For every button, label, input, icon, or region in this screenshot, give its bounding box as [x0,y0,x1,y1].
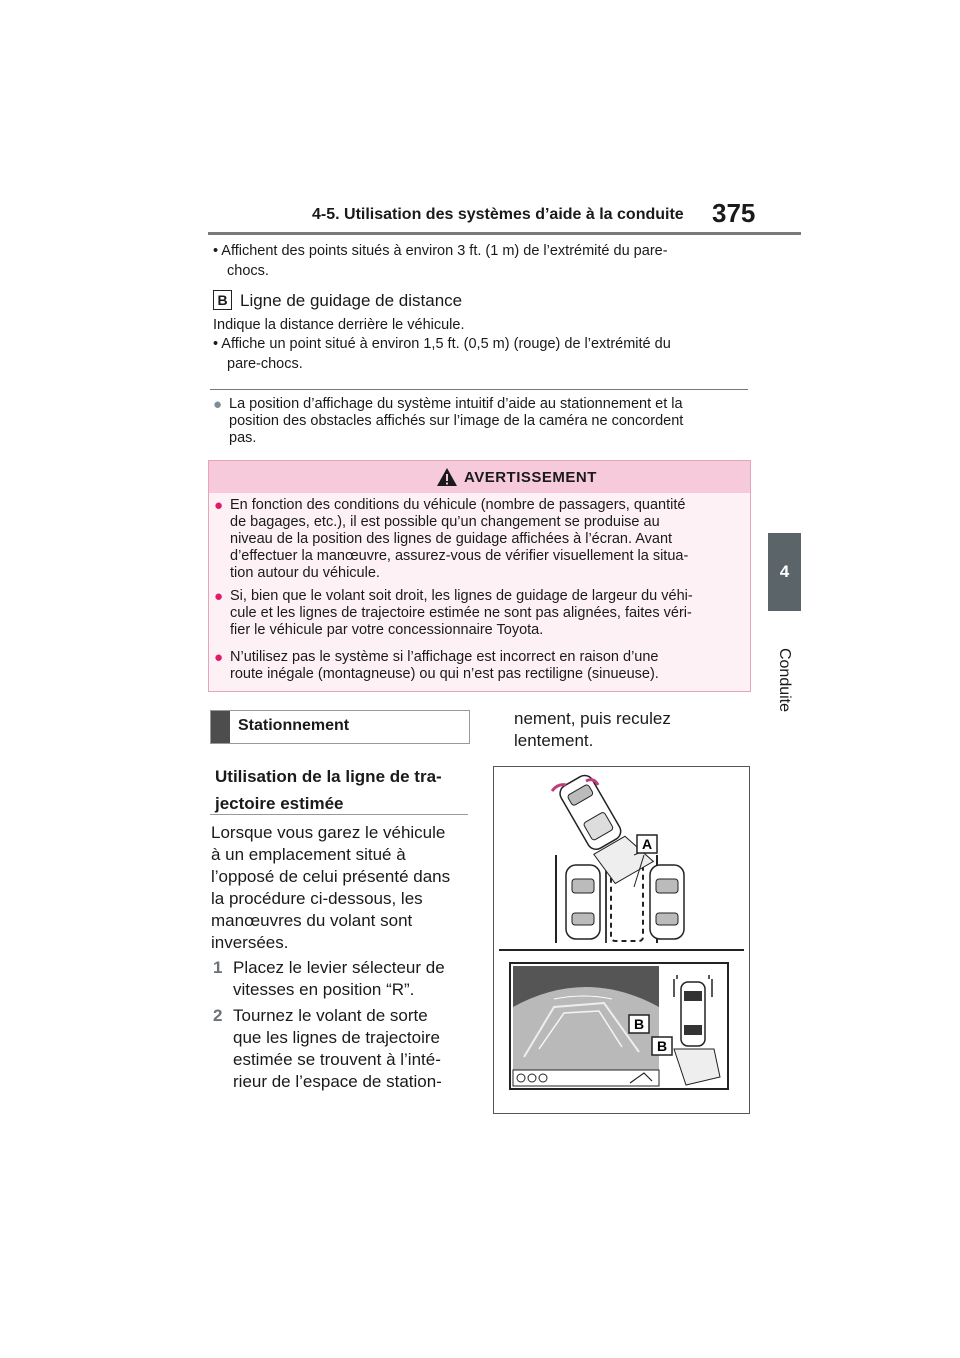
info-line: position des obstacles affichés sur l’image de la caméra ne concordent [229,413,684,429]
label-a: A [641,836,653,852]
section-title: 4-5. Utilisation des systèmes d’aide à la conduite [312,206,684,223]
guide-b-bullet-line1: • Affiche un point situé à environ 1,5 ft. (0,5 m) (rouge) de l’extrémité du [213,336,671,352]
warning-line: N’utilisez pas le système si l’affichage est incorrect en raison d’une [230,649,659,665]
warning-line: Si, bien que le volant soit droit, les lignes de guidage de largeur du véhi- [230,588,693,604]
step-line: Placez le levier sélecteur de [233,958,445,977]
guide-b-heading [213,290,462,311]
chapter-tab: 4 [768,533,801,611]
subsection-heading-line: jectoire estimée [215,794,344,813]
step-line: que les lignes de trajectoire [233,1028,440,1047]
parked-car-right [650,865,684,939]
continued-line: lentement. [514,731,594,750]
guide-b-bullet-line2: pare-chocs. [227,356,303,372]
step-line: Tournez le volant de sorte [233,1006,428,1025]
step-line: estimée se trouvent à l’inté- [233,1050,441,1069]
parking-heading-box [210,710,470,744]
warning-header [209,461,750,493]
warning-box [208,460,751,692]
page-number: 375 [712,198,756,228]
intro-bullet-line1: • Affichent des points situés à environ 3 ft. (1 m) de l’extrémité du pare- [213,243,668,259]
info-line: La position d’affichage du système intuitif d’aide au stationnement et la [229,396,683,412]
header-rule [208,232,801,235]
intro-bullet-line2: chocs. [227,263,269,279]
warning-line: niveau de la position des lignes de guidage affichées à l’écran. Avant [230,531,673,547]
step-line: rieur de l’espace de station- [233,1072,442,1091]
warning-bullet-icon: ● [214,497,224,514]
warning-line: d’effectuer la manœuvre, assurez-vous de vérifier visuellement la situa- [230,548,689,564]
subsection-heading [215,763,473,817]
continued-line: nement, puis reculez [514,709,671,728]
warning-triangle-icon [436,467,458,487]
parking-diagram [494,767,749,1113]
step-number: 1 [213,958,223,977]
warning-line: cule et les lignes de trajectoire estimée ne sont pas alignées, faites véri- [230,605,692,621]
chapter-label [764,640,804,720]
warning-bullet-icon: ● [214,649,224,666]
heading-bar [211,711,230,743]
warning-line: En fonction des conditions du véhicule (nombre de passagers, quantité [230,497,686,513]
paragraph-line: la procédure ci-dessous, les [211,889,423,908]
paragraph-line: l’opposé de celui présenté dans [211,867,451,886]
subsection-rule [210,814,468,815]
info-line: pas. [229,430,257,446]
step-1 [211,957,481,1001]
warning-bullet-icon: ● [214,588,224,605]
paragraph-line: Lorsque vous garez le véhicule [211,823,446,842]
warning-title: AVERTISSEMENT [464,469,597,486]
continued-text [514,708,744,752]
step-number: 2 [213,1006,223,1025]
paragraph-line: manœuvres du volant sont [211,911,413,930]
guide-b-title: Ligne de guidage de distance [240,291,463,310]
step-2 [211,1005,481,1093]
step-line: vitesses en position “R”. [233,980,415,999]
paragraph-line: à un emplacement situé à [211,845,406,864]
warning-line: fier le véhicule par votre concessionnaire Toyota. [230,622,544,638]
label-b-2: B [656,1038,668,1054]
guide-b-desc: Indique la distance derrière le véhicule. [213,317,465,333]
chapter-label-text: Conduite [776,647,793,713]
parking-illustration [493,766,750,1114]
warning-line: route inégale (montagneuse) ou qui n’est pas rectiligne (sinueuse). [230,666,659,682]
parking-heading: Stationnement [238,717,350,734]
info-divider [210,389,748,390]
label-b-badge: B [213,290,232,310]
warning-line: de bagages, etc.), il est possible qu’un changement se produise au [230,514,660,530]
subsection-heading-line: Utilisation de la ligne de tra- [215,767,442,786]
label-b-1: B [633,1016,645,1032]
paragraph-line: inversées. [211,933,289,952]
warning-line: tion autour du véhicule. [230,565,380,581]
info-bullet-icon: ● [213,396,223,413]
parking-paragraph [211,822,481,954]
parked-car-left [566,865,600,939]
